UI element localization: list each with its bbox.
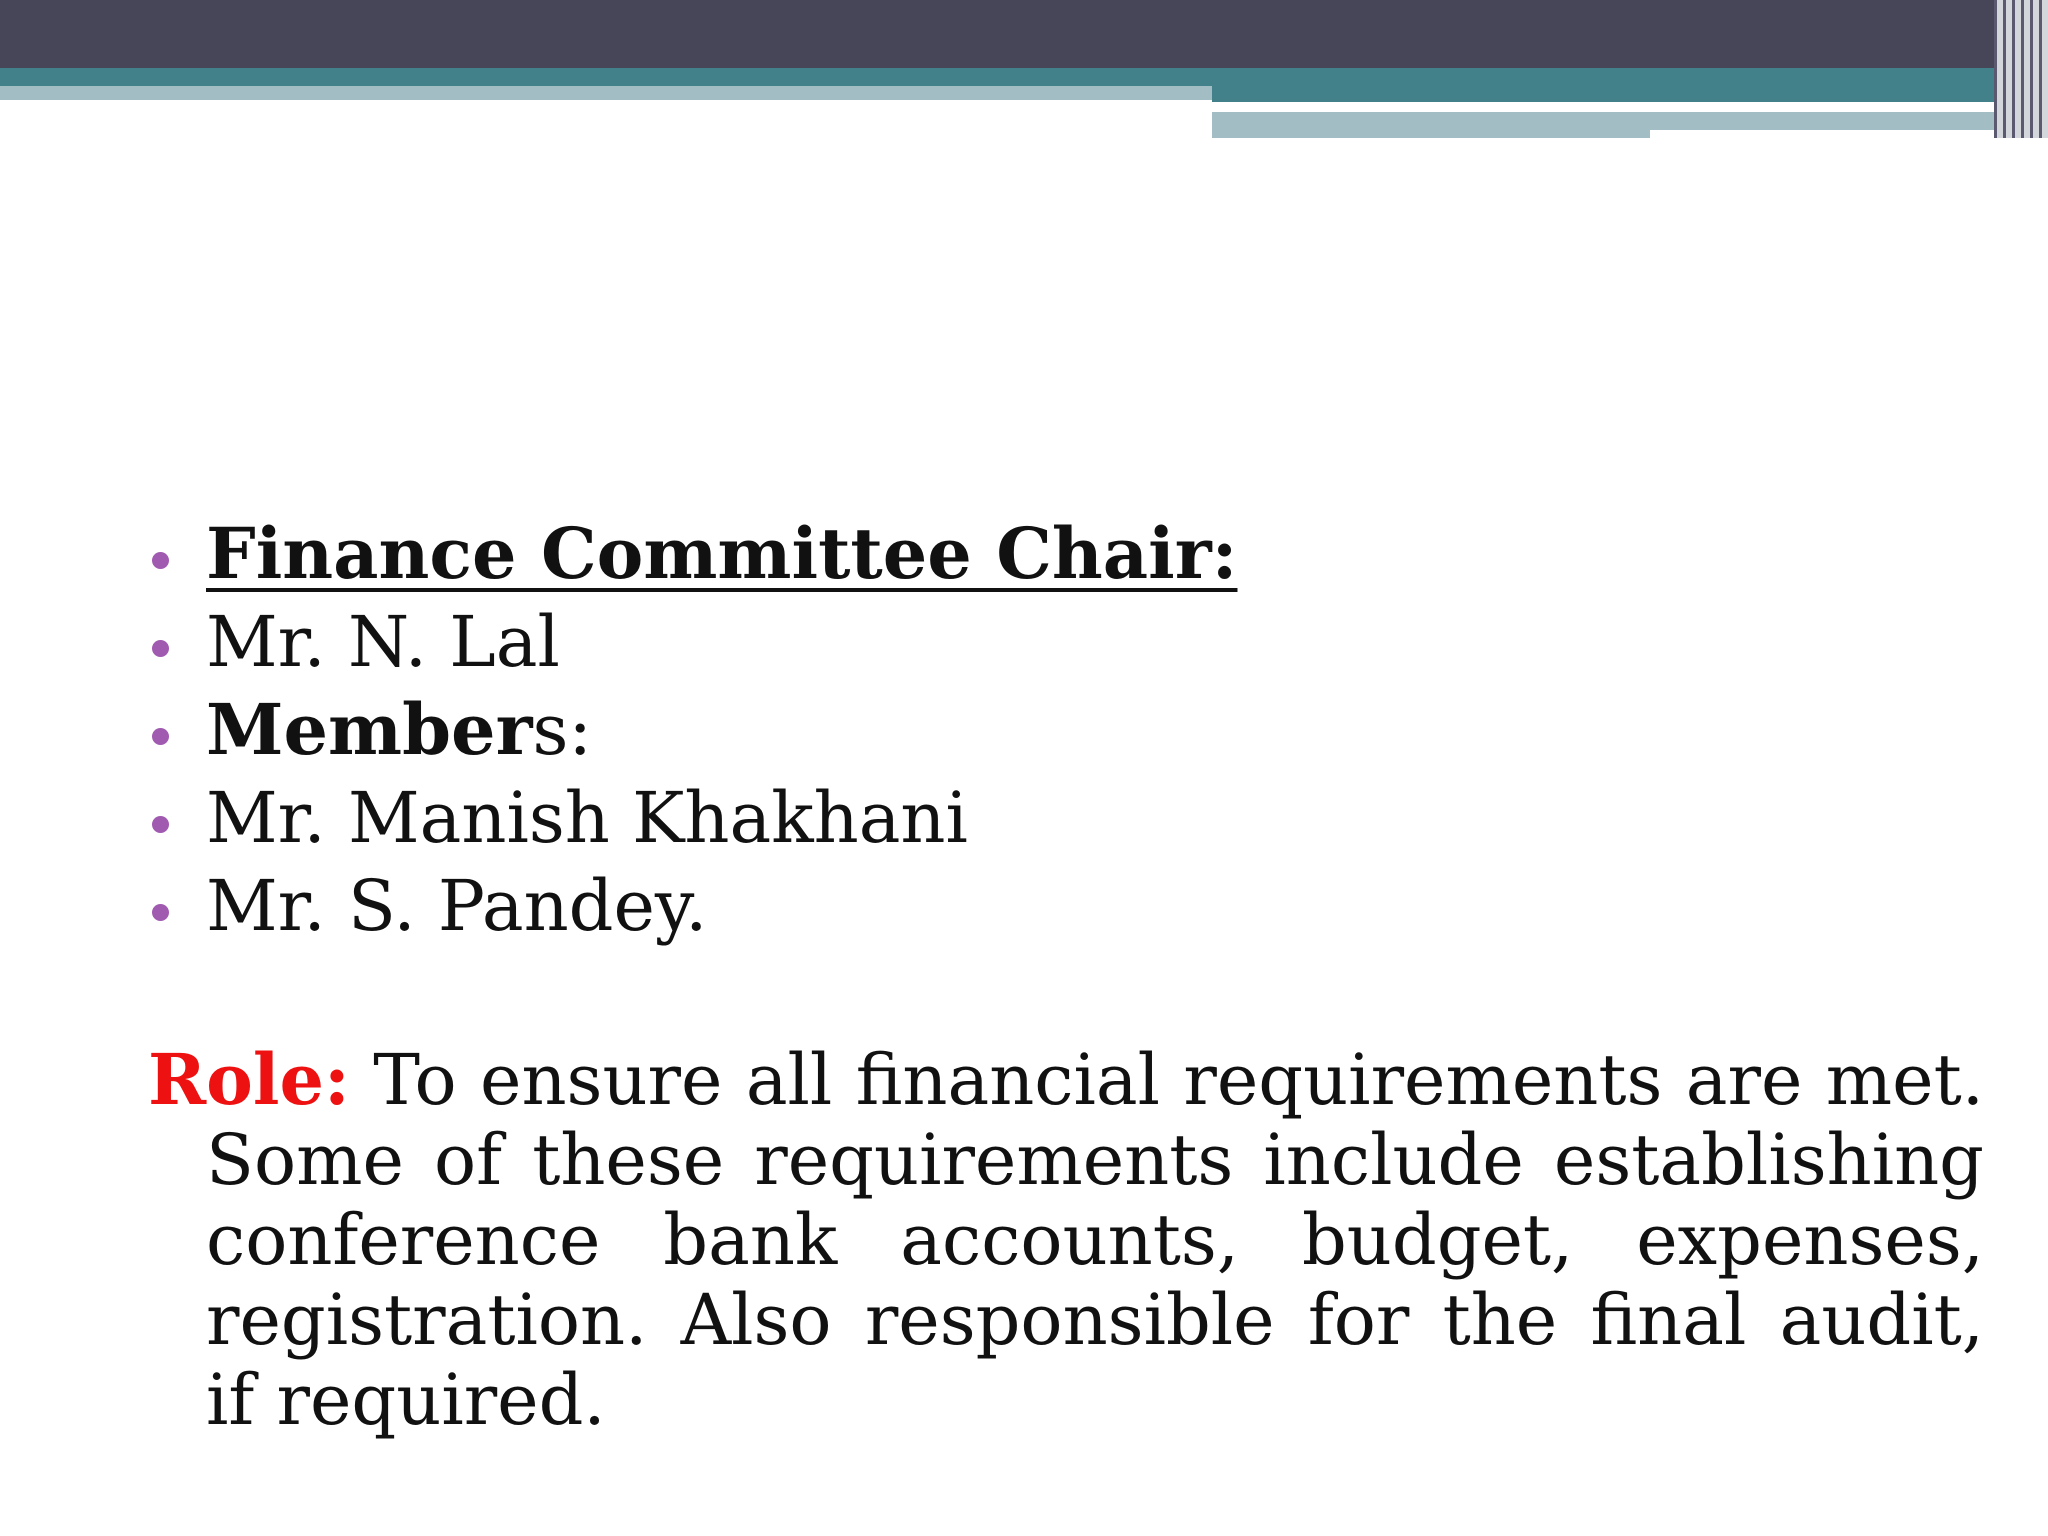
bullet-item-member-1: [148, 774, 1237, 862]
bullet-dot-icon: [152, 552, 169, 569]
role-text: To ensure all financial requirements are met. Some of these requirements include establishing conference bank accounts, budget, expenses, registration. Also responsible for the final audit, if required.: [206, 1039, 1984, 1441]
members-heading-bold: Member: [206, 688, 533, 771]
role-paragraph: [148, 1040, 1984, 1440]
bullet-item-members-heading: [148, 686, 1237, 774]
bullet-list: [148, 510, 1237, 950]
header-teal-band: [0, 68, 2048, 86]
member-name: Mr. Manish Khakhani: [206, 777, 968, 859]
members-heading-rest: s:: [532, 689, 592, 771]
bullet-item-member-2: [148, 862, 1237, 950]
header-divider-line: [1212, 102, 1822, 112]
bullet-item-chair-heading: [148, 510, 1237, 598]
member-name: Mr. S. Pandey.: [206, 865, 708, 947]
chair-heading: Finance Committee Chair:: [206, 512, 1238, 595]
bullet-dot-icon: [152, 640, 169, 657]
chair-name: Mr. N. Lal: [206, 601, 560, 683]
bullet-dot-icon: [152, 904, 169, 921]
bullet-dot-icon: [152, 728, 169, 745]
header-dark-band: [0, 0, 2048, 68]
header-right-edge-stripes: [1994, 0, 2048, 138]
header-divider-line-short: [1650, 130, 2048, 138]
header-teal-band-right: [1212, 86, 2048, 102]
bullet-dot-icon: [152, 816, 169, 833]
bullet-item-chair-name: [148, 598, 1237, 686]
header-light-teal-band-left: [0, 86, 1212, 100]
role-label: Role:: [148, 1038, 350, 1121]
